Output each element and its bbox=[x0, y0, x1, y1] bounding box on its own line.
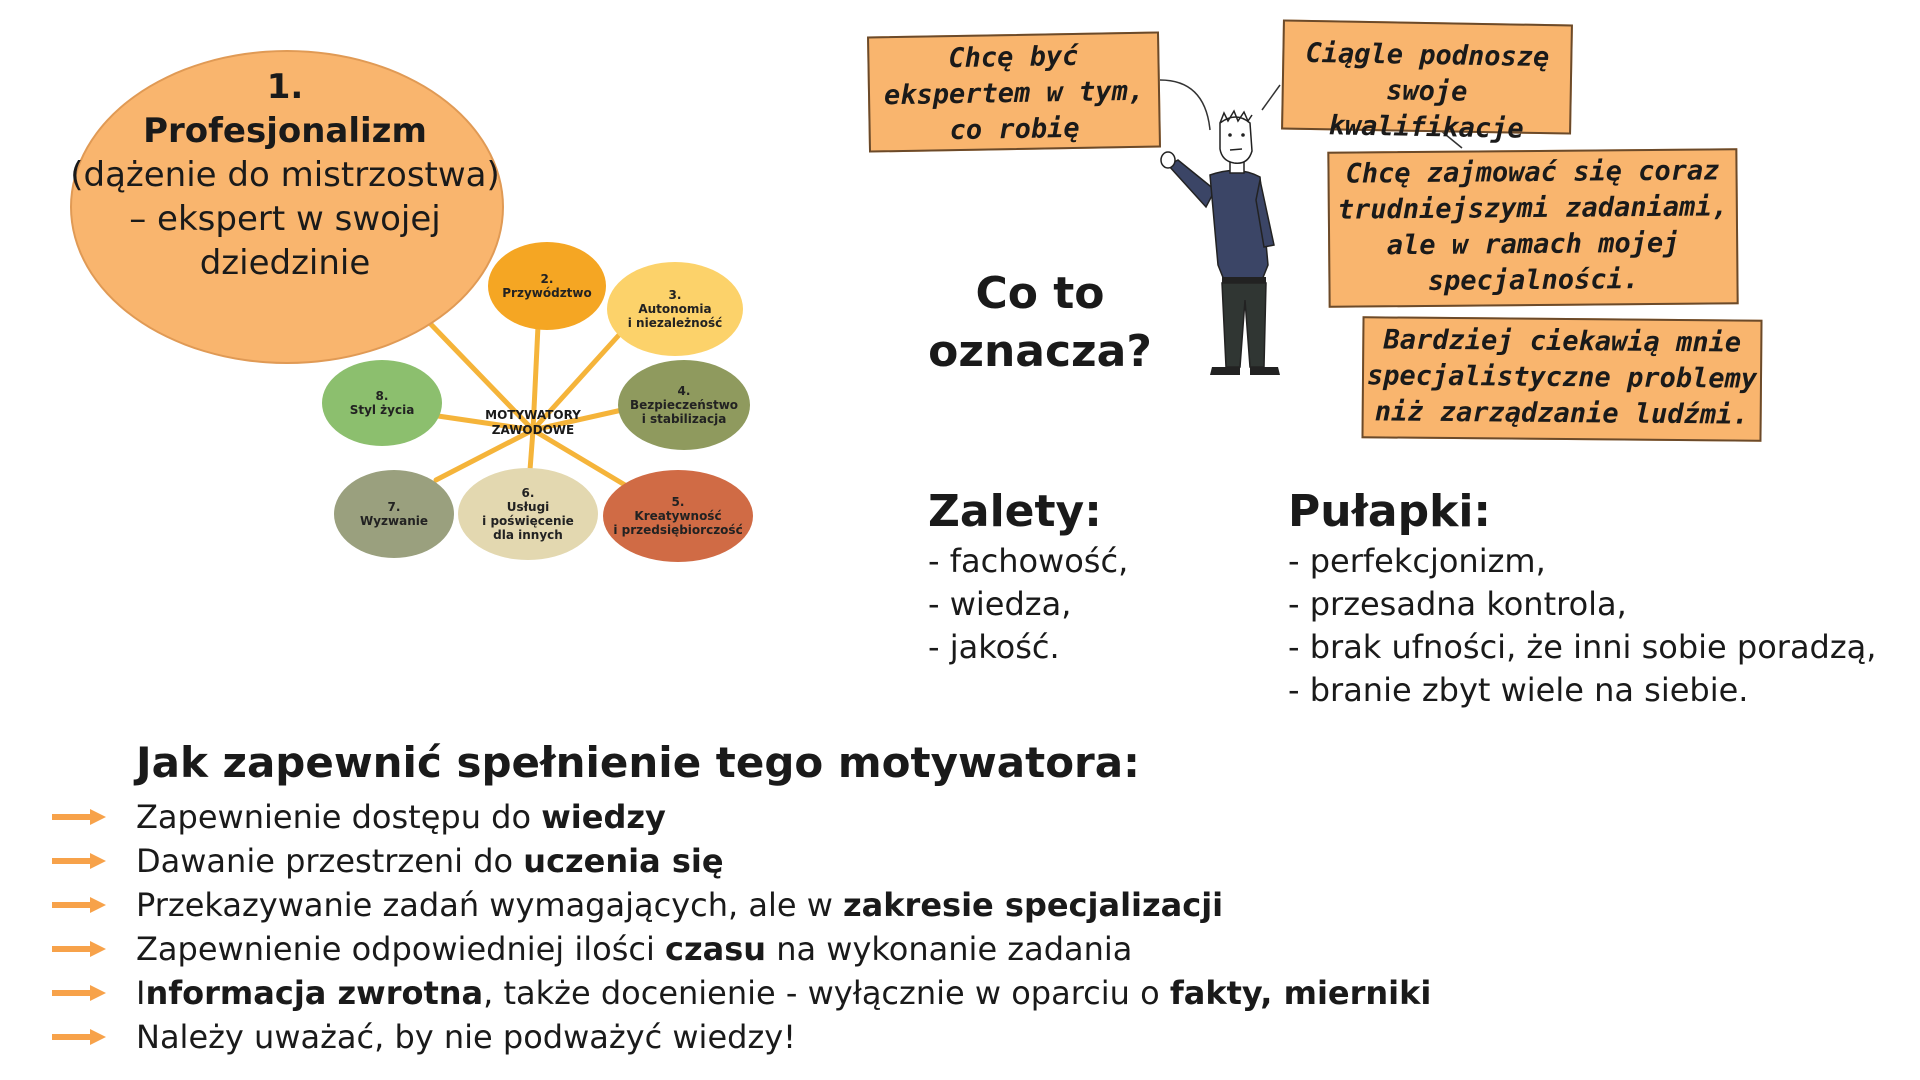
motivator-label: i przedsiębiorczość bbox=[613, 523, 743, 537]
question-heading bbox=[915, 265, 1165, 381]
list-item: - branie zbyt wiele na siebie. bbox=[1288, 671, 1749, 709]
callout-expert bbox=[867, 31, 1161, 152]
motivator-label: Autonomia bbox=[638, 302, 712, 316]
motivator-label: Bezpieczeństwo bbox=[629, 398, 739, 412]
callout-line: Chcę zajmować się coraz bbox=[1345, 155, 1720, 190]
question-line: Co to bbox=[975, 268, 1105, 319]
callout-line: specjalistyczne problemy bbox=[1366, 360, 1758, 395]
motivator-label: Usługi bbox=[506, 500, 550, 514]
motivator-label: i poświęcenie bbox=[482, 514, 574, 528]
list-item: - fachowość, bbox=[928, 542, 1129, 580]
item-text: Zapewnienie odpowiedniej ilości bbox=[136, 930, 666, 968]
how-to-title: Jak zapewnić spełnienie tego motywatora: bbox=[136, 738, 1140, 787]
how-to-item bbox=[50, 971, 1431, 1015]
arrow-icon bbox=[50, 895, 108, 915]
advantages-title: Zalety: bbox=[928, 486, 1102, 537]
motivator-label: Wyzwanie bbox=[359, 514, 429, 528]
person-illustration bbox=[1150, 105, 1300, 385]
pitfalls-title: Pułapki: bbox=[1288, 486, 1492, 537]
emphasis-text: wiedzy bbox=[541, 798, 666, 836]
callout-harder-tasks bbox=[1327, 148, 1738, 308]
question-line: oznacza? bbox=[928, 326, 1152, 377]
arrow-icon bbox=[50, 939, 108, 959]
emphasis-text: nformacja zwrotna bbox=[145, 974, 484, 1012]
how-to-item bbox=[50, 795, 1431, 839]
motivator-number: 8. bbox=[375, 389, 389, 403]
list-item: - jakość. bbox=[928, 628, 1060, 666]
list-item: - wiedza, bbox=[928, 585, 1072, 623]
how-to-item bbox=[50, 883, 1431, 927]
item-text: I bbox=[136, 974, 146, 1012]
motivator-label: Kreatywność bbox=[634, 509, 722, 523]
motivator-number: 5. bbox=[671, 495, 685, 509]
how-to-list bbox=[50, 795, 1431, 1059]
how-to-item-text bbox=[136, 971, 1431, 1015]
callout-line: Chcę być bbox=[948, 40, 1079, 75]
emphasis-text: zakresie specjalizacji bbox=[843, 886, 1224, 924]
advantages-list bbox=[928, 540, 1128, 669]
emphasis-text: fakty, mierniki bbox=[1169, 974, 1432, 1012]
item-text: Zapewnienie dostępu do bbox=[136, 798, 542, 836]
emphasis-text: czasu bbox=[665, 930, 767, 968]
callout-line: niż zarządzanie ludźmi. bbox=[1374, 396, 1749, 431]
main-motivator-line: dziedzinie bbox=[199, 243, 371, 283]
arrow-icon bbox=[50, 807, 108, 827]
main-motivator-line: (dążenie do mistrzostwa) bbox=[70, 155, 500, 195]
main-motivator-number: 1. bbox=[266, 67, 304, 107]
pitfalls-list bbox=[1288, 540, 1876, 712]
motivator-label: Styl życia bbox=[349, 403, 415, 417]
motivator-number: 4. bbox=[677, 384, 691, 398]
motivator-number: 3. bbox=[668, 288, 682, 302]
how-to-item-text bbox=[136, 1015, 796, 1059]
list-item: - perfekcjonizm, bbox=[1288, 542, 1546, 580]
emphasis-text: uczenia się bbox=[523, 842, 724, 880]
arrow-icon bbox=[50, 851, 108, 871]
main-motivator-line: – ekspert w swojej bbox=[129, 199, 441, 239]
callout-line: ale w ramach mojej bbox=[1386, 227, 1680, 262]
arrow-icon bbox=[50, 983, 108, 1003]
how-to-item bbox=[50, 927, 1431, 971]
callout-line: Ciągle podnoszę bbox=[1305, 37, 1550, 74]
list-item: - przesadna kontrola, bbox=[1288, 585, 1627, 623]
item-text: Dawanie przestrzeni do bbox=[136, 842, 524, 880]
how-to-item bbox=[50, 1015, 1431, 1059]
callout-line: Bardziej ciekawią mnie bbox=[1383, 324, 1742, 359]
center-label-line: MOTYWATORY bbox=[485, 408, 581, 422]
callout-line: trudniejszymi zadaniami, bbox=[1337, 191, 1729, 226]
callout-qualifications bbox=[1281, 19, 1573, 145]
motivator-label: dla innych bbox=[493, 528, 563, 542]
how-to-item bbox=[50, 839, 1431, 883]
how-to-item-text bbox=[136, 883, 1223, 927]
item-text: na wykonanie zadania bbox=[766, 930, 1133, 968]
motivator-label: Przywództwo bbox=[502, 286, 592, 300]
item-text: , także docenienie - wyłącznie w oparciu o bbox=[483, 974, 1170, 1012]
motivator-label: i stabilizacja bbox=[641, 412, 727, 426]
arrow-icon bbox=[50, 1027, 108, 1047]
how-to-item-text bbox=[136, 839, 724, 883]
motivator-number: 7. bbox=[387, 500, 401, 514]
callout-line: co robię bbox=[949, 112, 1080, 147]
main-motivator-name: Profesjonalizm bbox=[143, 111, 427, 151]
callout-specialist-problems bbox=[1361, 316, 1762, 441]
callout-line: ekspertem w tym, bbox=[883, 75, 1145, 112]
callout-line: swoje kwalifikacje bbox=[1328, 75, 1524, 145]
motivator-label: i niezależność bbox=[627, 316, 723, 330]
how-to-item-text bbox=[136, 927, 1132, 971]
item-text: Przekazywanie zadań wymagających, ale w bbox=[136, 886, 844, 924]
motivator-number: 6. bbox=[521, 486, 535, 500]
how-to-item-text bbox=[136, 795, 666, 839]
center-label-line: ZAWODOWE bbox=[491, 423, 575, 437]
callout-line: specjalności. bbox=[1427, 264, 1640, 297]
item-text: Należy uważać, by nie podważyć wiedzy! bbox=[136, 1018, 796, 1056]
list-item: - brak ufności, że inni sobie poradzą, bbox=[1288, 628, 1877, 666]
motivator-number: 2. bbox=[540, 272, 554, 286]
